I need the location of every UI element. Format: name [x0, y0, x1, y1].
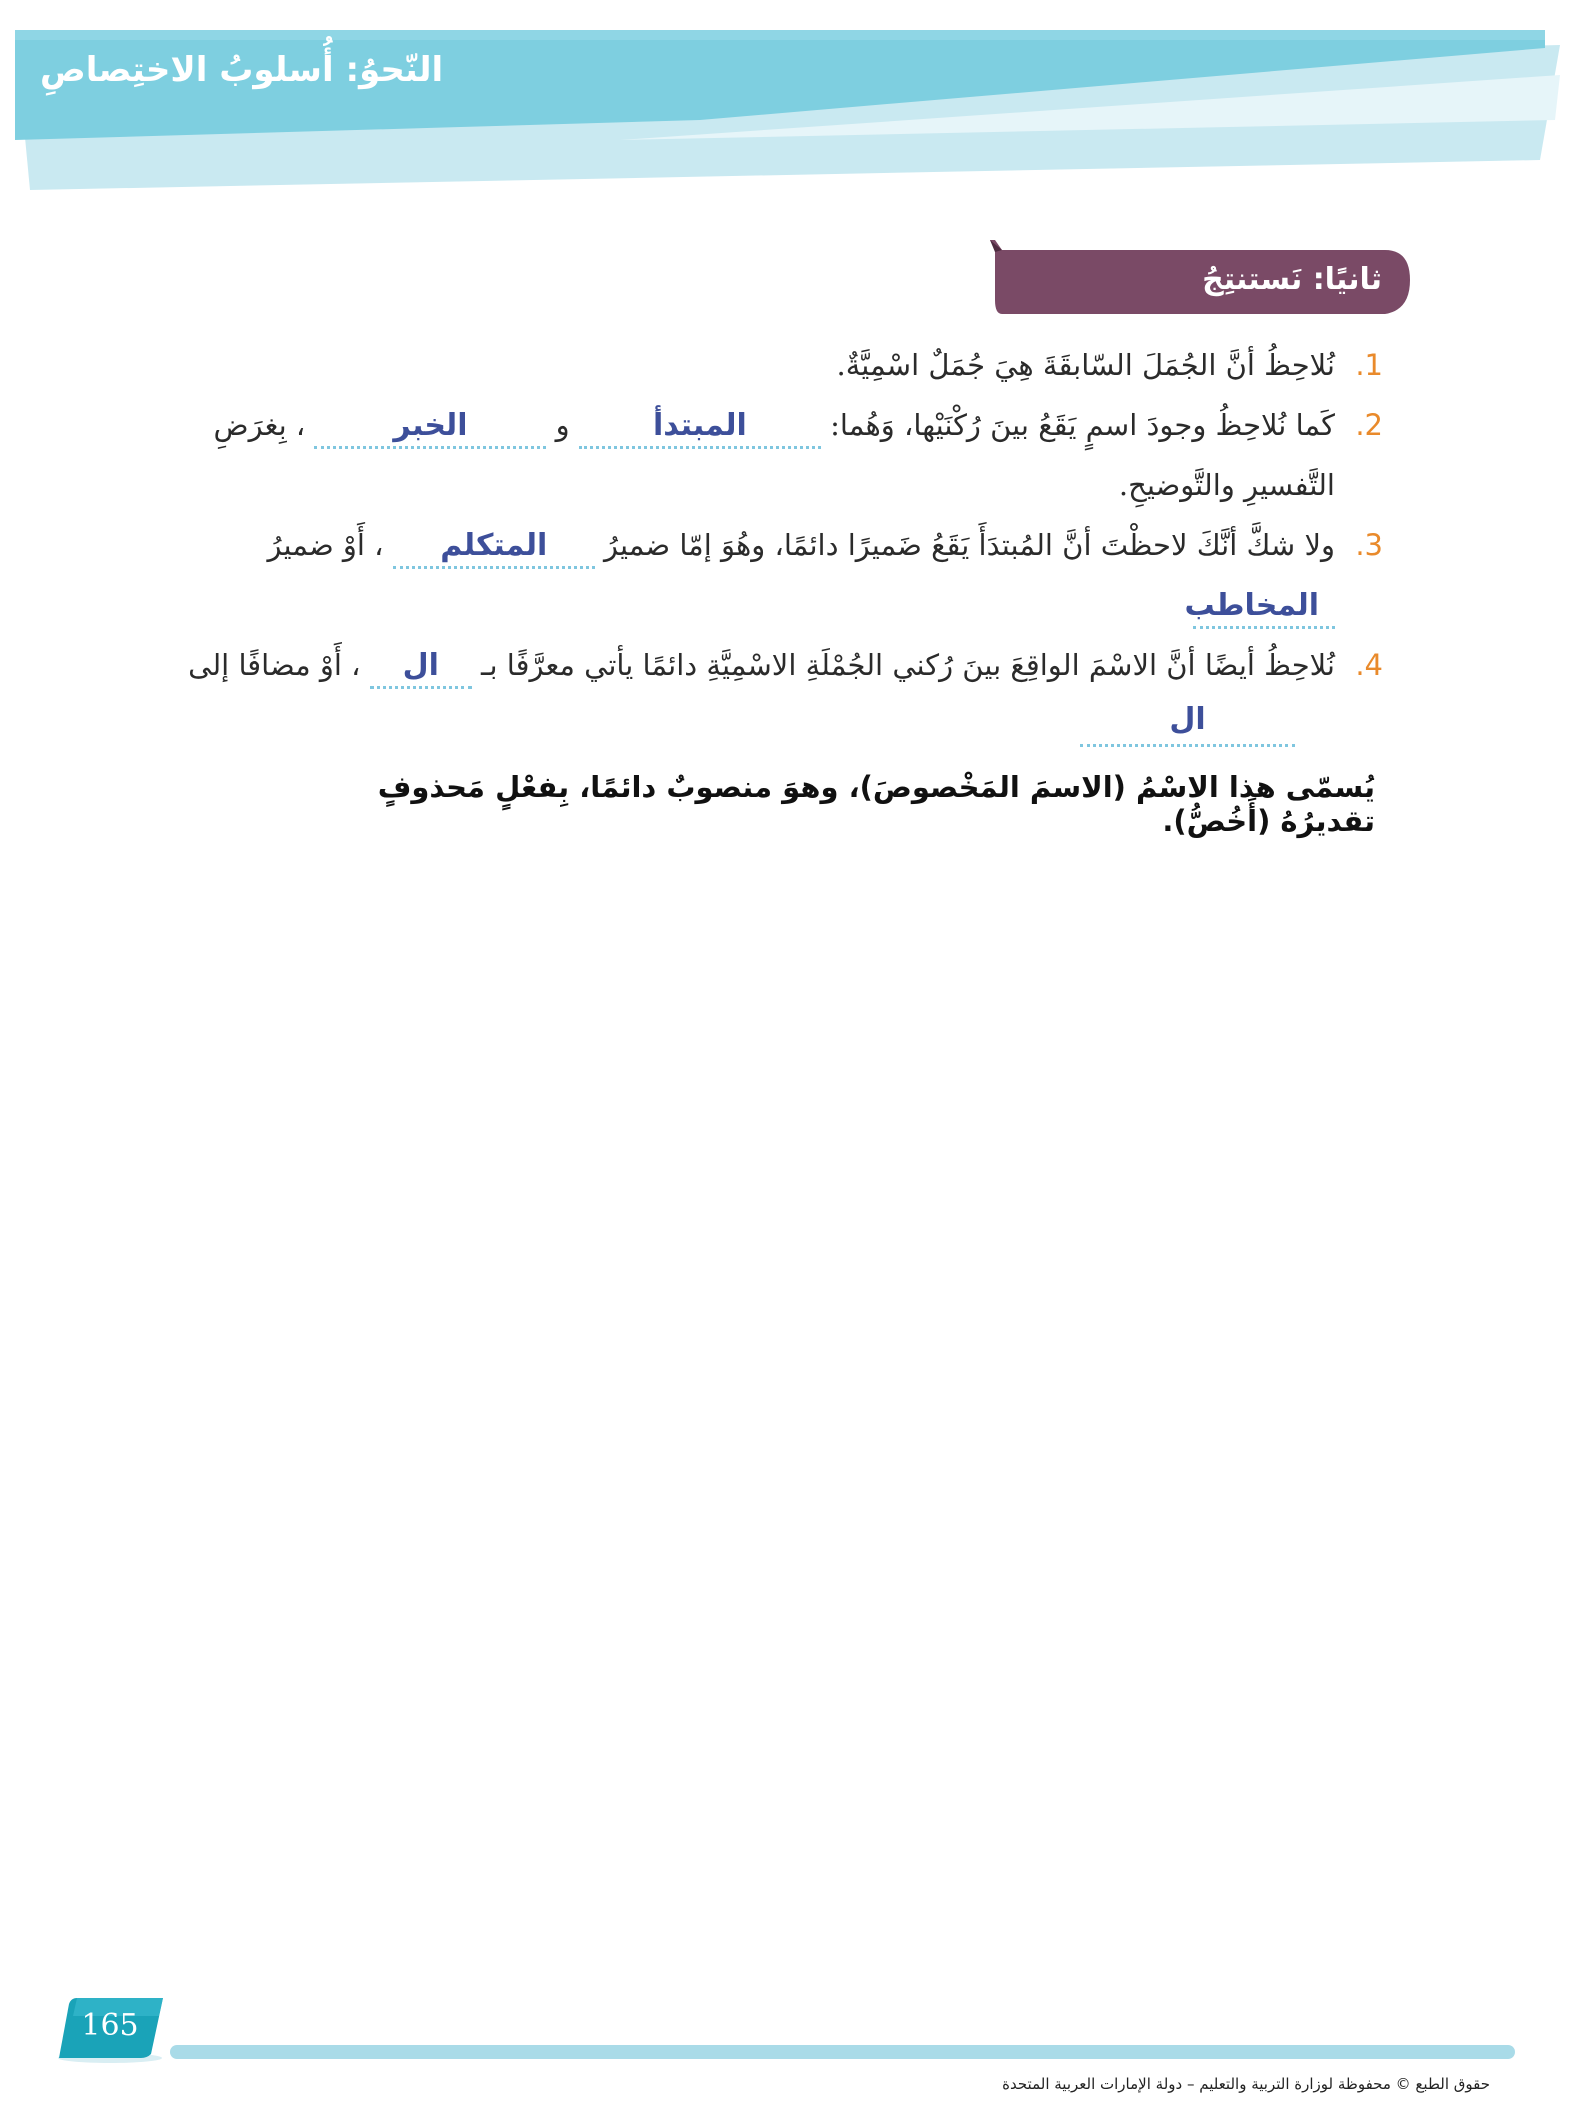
item-text: و [555, 408, 570, 442]
answer-text: المتكلم [440, 528, 548, 563]
item-number: 4. [1355, 648, 1383, 682]
list-item [150, 335, 1383, 395]
item-text: ولا شكَّ أنَّكَ لاحظْتَ أنَّ المُبتدَأَ يَقَعُ ضَميرًا دائمًا، وهُوَ إمّا ضميرُ [603, 528, 1335, 562]
item-text: نُلاحِظُ أنَّ الجُمَلَ السّابقَةَ هِيَ جُمَلٌ اسْمِيَّةٌ. [836, 348, 1335, 382]
grammar-rule: يُسمّى هذا الاسْمُ (الاسمَ المَخْصوصَ)، وهوَ منصوبٌ دائمًا، بِفعْلٍ مَحذوفٍ تقديرُهُ (أَخُصُّ). [377, 770, 1375, 838]
item-text: ، أَوْ مضافًا إلى [188, 648, 361, 682]
footer-bar [170, 2045, 1515, 2059]
answer-blank[interactable] [393, 525, 595, 569]
answer-text: ال [1169, 702, 1206, 737]
answer-text: الخبر [393, 408, 468, 443]
answer-blank[interactable] [579, 405, 821, 449]
item-text: كَما نُلاحِظُ وجودَ اسمٍ يَقَعُ بينَ رُكْنَيْها، وَهُما: [830, 408, 1335, 442]
answer-text: المبتدأ [653, 408, 747, 443]
answer-blank[interactable] [1184, 585, 1335, 629]
item-number: 1. [1355, 348, 1383, 382]
item-text: ، بِغرَضِ التَّفسيرِ والتَّوضيحِ. [213, 408, 1335, 502]
header-banner [0, 0, 1575, 200]
conclusions-list [150, 335, 1383, 747]
answer-blank[interactable] [370, 645, 472, 689]
page-number-badge [55, 1992, 165, 2064]
item-number: 2. [1355, 408, 1383, 442]
section-label: ثانيًا: نَستنتِجُ [1202, 262, 1382, 297]
chapter-title: النّحوُ: أُسلوبُ الاختِصاصِ [40, 50, 444, 90]
section-tab [990, 240, 1410, 318]
list-item [150, 515, 1383, 635]
item-number: 3. [1355, 528, 1383, 562]
item-text: ، أَوْ ضميرُ [267, 528, 384, 562]
answer-text: ال [402, 648, 439, 683]
list-item [150, 635, 1383, 747]
answer-text: المخاطب [1184, 588, 1319, 623]
header-banner-shape [0, 0, 1575, 200]
copyright-text: حقوق الطبع © محفوظة لوزارة التربية والتعليم – دولة الإمارات العربية المتحدة [1002, 2075, 1490, 2093]
page-number: 165 [81, 2008, 139, 2043]
list-item [150, 395, 1383, 515]
answer-blank[interactable] [1080, 695, 1295, 747]
item-text: نُلاحِظُ أيضًا أنَّ الاسْمَ الواقِعَ بينَ رُكني الجُمْلَةِ الاسْمِيَّةِ دائمًا يأتي معرَّفًا بـ [480, 648, 1335, 682]
answer-blank[interactable] [314, 405, 546, 449]
